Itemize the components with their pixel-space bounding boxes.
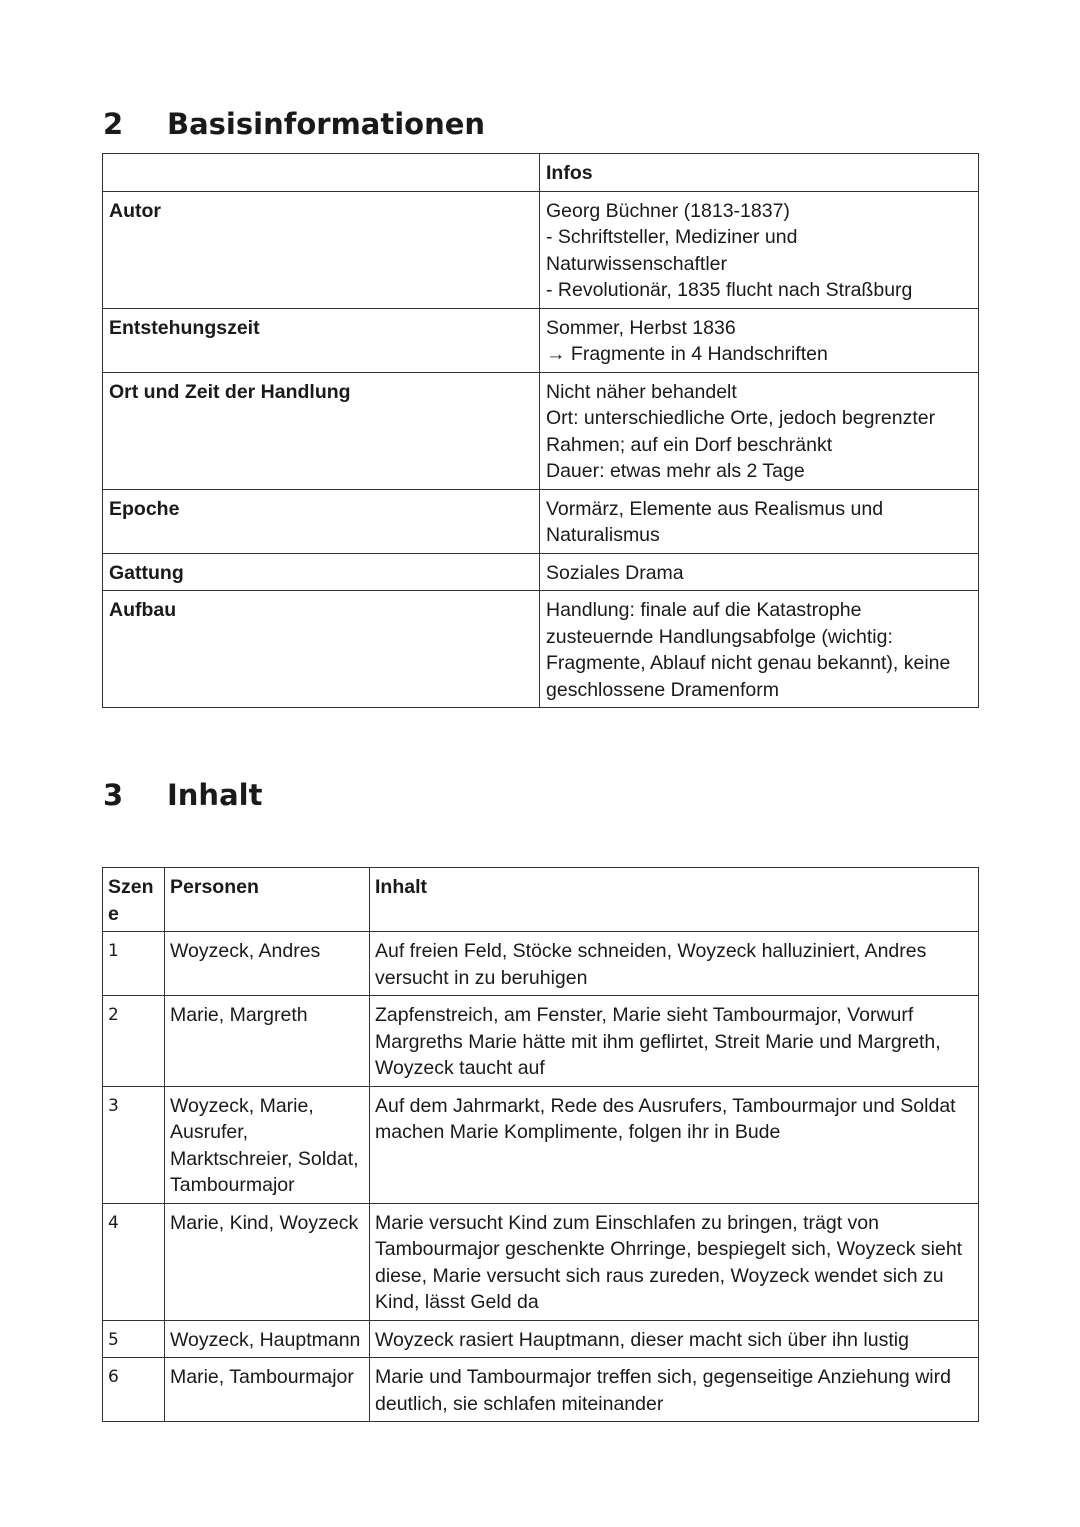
header-cell-szene: Szen e bbox=[103, 868, 165, 932]
section-heading-inhalt bbox=[103, 777, 262, 813]
scene-content: Woyzeck rasiert Hauptmann, dieser macht sich über ihn lustig bbox=[370, 1320, 979, 1358]
header-cell-empty bbox=[103, 154, 540, 192]
table-row bbox=[103, 932, 979, 996]
table-row bbox=[103, 308, 979, 372]
table-row bbox=[103, 996, 979, 1087]
scene-content: Auf dem Jahrmarkt, Rede des Ausrufers, Tambourmajor und Soldat machen Marie Komplimente, folgen ihr in Bude bbox=[370, 1086, 979, 1203]
header-cell-personen: Personen bbox=[165, 868, 370, 932]
scene-number: 3 bbox=[103, 1086, 165, 1203]
scene-persons: Marie, Kind, Woyzeck bbox=[165, 1203, 370, 1320]
scene-content: Marie und Tambourmajor treffen sich, gegenseitige Anziehung wird deutlich, sie schlafen miteinander bbox=[370, 1358, 979, 1422]
section-title: Basisinformationen bbox=[167, 107, 486, 141]
scene-persons: Marie, Tambourmajor bbox=[165, 1358, 370, 1422]
scene-persons: Woyzeck, Andres bbox=[165, 932, 370, 996]
section-number: 2 bbox=[103, 107, 124, 141]
scene-number: 2 bbox=[103, 996, 165, 1087]
table-header-row bbox=[103, 868, 979, 932]
table-row bbox=[103, 1358, 979, 1422]
row-info: Nicht näher behandelt Ort: unterschiedliche Orte, jedoch begrenzter Rahmen; auf ein Dorf beschränkt Dauer: etwas mehr als 2 Tage bbox=[540, 372, 979, 489]
table-row bbox=[103, 191, 979, 308]
scene-persons: Woyzeck, Hauptmann bbox=[165, 1320, 370, 1358]
scene-persons: Woyzeck, Marie, Ausrufer, Marktschreier, Soldat, Tambourmajor bbox=[165, 1086, 370, 1203]
row-label: Ort und Zeit der Handlung bbox=[103, 372, 540, 489]
table-row bbox=[103, 591, 979, 708]
row-label: Autor bbox=[103, 191, 540, 308]
scene-content: Auf freien Feld, Stöcke schneiden, Woyzeck halluziniert, Andres versucht in zu beruhigen bbox=[370, 932, 979, 996]
scene-number: 1 bbox=[103, 932, 165, 996]
scene-content: Zapfenstreich, am Fenster, Marie sieht Tambourmajor, Vorwurf Margreths Marie hätte mit ihm geflirtet, Streit Marie und Margreth, Woyzeck taucht auf bbox=[370, 996, 979, 1087]
table-row bbox=[103, 489, 979, 553]
header-cell-inhalt: Inhalt bbox=[370, 868, 979, 932]
scene-number: 5 bbox=[103, 1320, 165, 1358]
inhalt-table bbox=[102, 867, 979, 1422]
row-info: Soziales Drama bbox=[540, 553, 979, 591]
table-header-row bbox=[103, 154, 979, 192]
table-row bbox=[103, 553, 979, 591]
row-info: Vormärz, Elemente aus Realismus und Naturalismus bbox=[540, 489, 979, 553]
row-label: Aufbau bbox=[103, 591, 540, 708]
section-heading-basisinformationen bbox=[103, 106, 485, 142]
row-label: Epoche bbox=[103, 489, 540, 553]
table-row bbox=[103, 1203, 979, 1320]
table-row bbox=[103, 1320, 979, 1358]
table-row bbox=[103, 1086, 979, 1203]
table-row bbox=[103, 372, 979, 489]
scene-persons: Marie, Margreth bbox=[165, 996, 370, 1087]
scene-number: 6 bbox=[103, 1358, 165, 1422]
header-cell-infos: Infos bbox=[540, 154, 979, 192]
row-label: Gattung bbox=[103, 553, 540, 591]
row-label: Entstehungszeit bbox=[103, 308, 540, 372]
section-title: Inhalt bbox=[167, 778, 263, 812]
scene-content: Marie versucht Kind zum Einschlafen zu bringen, trägt von Tambourmajor geschenkte Ohrringe, bespiegelt sich, Woyzeck sieht diese, Marie versucht sich raus zureden, Woyzeck wendet sich zu Kind, lässt Geld da bbox=[370, 1203, 979, 1320]
row-info: Handlung: finale auf die Katastrophe zusteuernde Handlungsabfolge (wichtig: Fragmente, Ablauf nicht genau bekannt), keine geschlossene Dramenform bbox=[540, 591, 979, 708]
basisinformationen-table bbox=[102, 153, 979, 708]
scene-number: 4 bbox=[103, 1203, 165, 1320]
row-info: Sommer, Herbst 1836 → Fragmente in 4 Handschriften bbox=[540, 308, 979, 372]
row-info: Georg Büchner (1813-1837) - Schriftsteller, Mediziner und Naturwissenschaftler - Revolutionär, 1835 flucht nach Straßburg bbox=[540, 191, 979, 308]
section-number: 3 bbox=[103, 778, 124, 812]
